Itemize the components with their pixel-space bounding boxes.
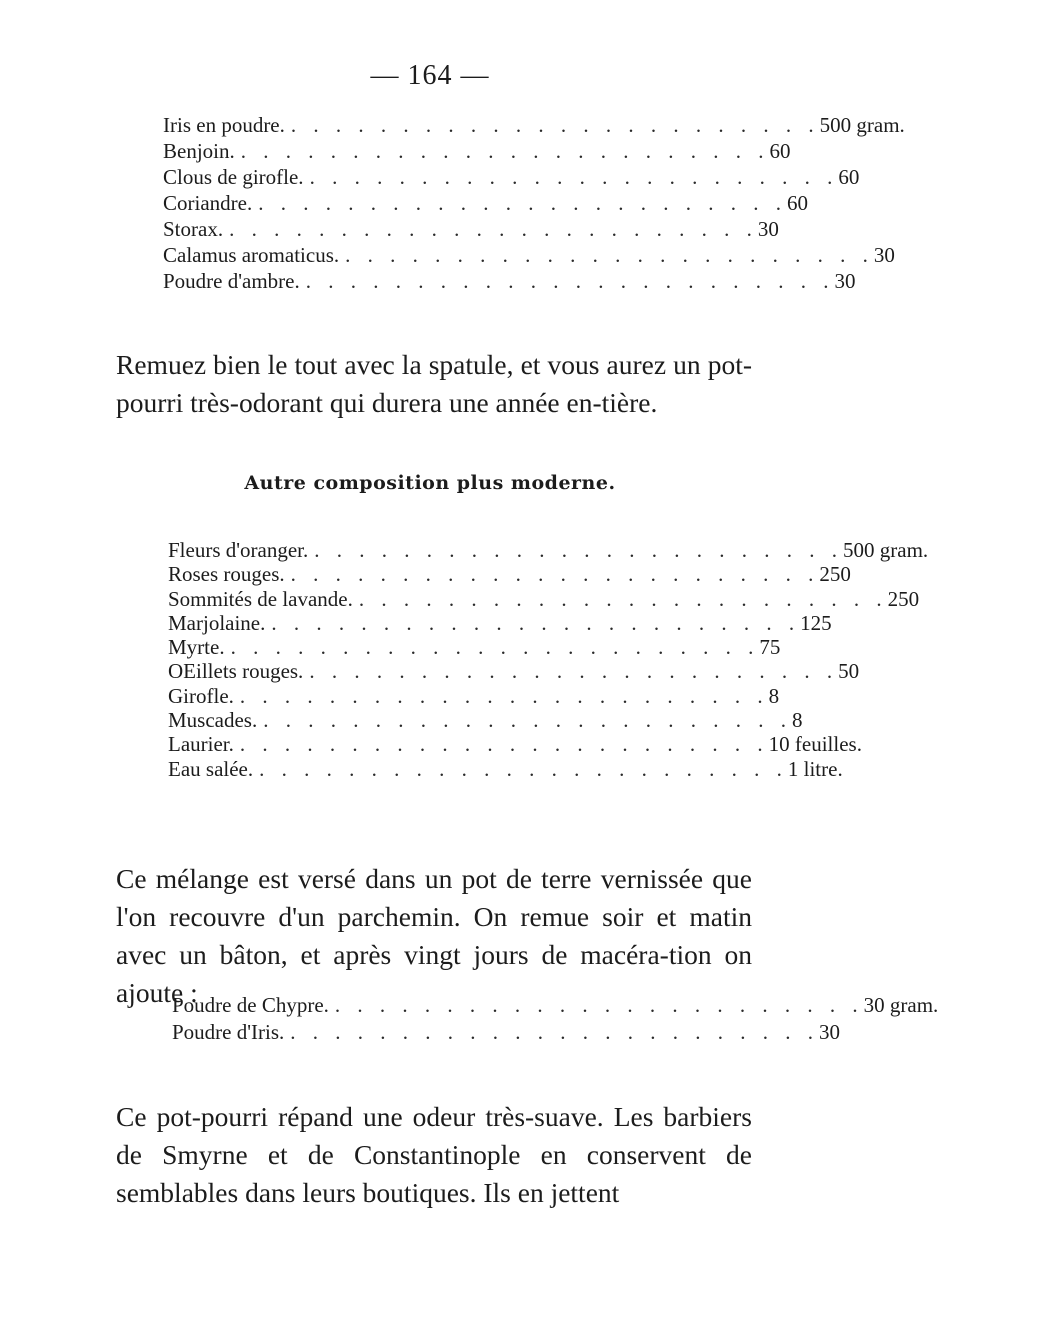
ingredient-name: OEillets rouges. (168, 659, 304, 684)
list-item (168, 756, 843, 781)
ingredient-name: Myrte. (168, 635, 225, 660)
ingredient-name: Poudre d'Iris. (172, 1020, 285, 1044)
ingredient-qty: 500 gram. (819, 113, 905, 137)
leader-dots: . . . . . . . . . . . . . . . . . . . . . . . . (334, 993, 864, 1017)
ingredient-qty: 60 (838, 165, 860, 189)
ingredient-name: Benjoin. (163, 139, 235, 163)
paragraph-instructions: Remuez bien le tout avec la spatule, et vous aurez un pot-pourri très-odorant qui durera une année en-tière. (116, 348, 752, 418)
leader-dots: . . . . . . . . . . . . . . . . . . . . . . . . (290, 1020, 820, 1044)
ingredient-qty: 250 (887, 586, 920, 611)
ingredient-list-3 (172, 992, 939, 1046)
ingredient-list-1 (163, 112, 905, 294)
leader-dots: . . . . . . . . . . . . . . . . . . . . . . . . (240, 139, 770, 163)
list-item (163, 216, 779, 242)
ingredient-qty: 8 (768, 683, 780, 708)
ingredient-name: Poudre de Chypre. (172, 993, 329, 1017)
ingredient-name: Clous de girofle. (163, 165, 304, 189)
section-heading: Autre composition plus moderne. (244, 472, 616, 494)
leader-dots: . . . . . . . . . . . . . . . . . . . . . . . . (305, 269, 835, 293)
ingredient-qty: 60 (769, 139, 791, 163)
list-item (168, 610, 832, 635)
list-item (168, 707, 803, 733)
ingredient-qty: 30 (873, 243, 895, 267)
ingredient-qty: 250 (819, 562, 851, 587)
leader-dots: . . . . . . . . . . . . . . . . . . . . . . . . (290, 113, 820, 137)
ingredient-name: Storax. (163, 217, 224, 241)
ingredient-qty: 10 feuilles. (768, 732, 862, 757)
leader-dots: . . . . . . . . . . . . . . . . . . . . . . . . (263, 708, 792, 733)
paragraph-preparation: Ce mélange est versé dans un pot de terre vernissée que l'on recouvre d'un parchemin. On remue soir et matin avec un bâton, et après vingt jours de macéra-tion on ajoute : (116, 862, 752, 1008)
ingredient-qty: 500 gram. (843, 538, 929, 562)
ingredient-qty: 30 (834, 269, 856, 293)
list-item (163, 268, 856, 294)
ingredient-name: Calamus aromaticus. (163, 243, 340, 267)
ingredient-name: Coriandre. (163, 191, 253, 215)
leader-dots: . . . . . . . . . . . . . . . . . . . . . . . . (259, 756, 788, 781)
list-item (168, 658, 860, 684)
ingredient-qty: 60 (786, 191, 808, 215)
ingredient-qty: 30 (757, 217, 779, 241)
leader-dots: . . . . . . . . . . . . . . . . . . . . . . . . (309, 659, 839, 684)
leader-dots: . . . . . . . . . . . . . . . . . . . . . . . . (309, 165, 839, 189)
list-item (168, 634, 781, 660)
leader-dots: . . . . . . . . . . . . . . . . . . . . . . . . (230, 635, 760, 660)
ingredient-name: Eau salée. (168, 756, 254, 781)
ingredient-name: Roses rouges. (168, 562, 285, 587)
list-item (168, 561, 851, 587)
leader-dots: . . . . . . . . . . . . . . . . . . . . . . . . (290, 562, 820, 587)
ingredient-name: Sommités de lavande. (168, 586, 353, 611)
leader-dots: . . . . . . . . . . . . . . . . . . . . . . . . (258, 191, 787, 215)
leader-dots: . . . . . . . . . . . . . . . . . . . . . . . . (271, 610, 801, 635)
ingredient-name: Iris en poudre. (163, 113, 285, 137)
ingredient-qty: 8 (791, 708, 803, 733)
ingredient-qty: 50 (838, 659, 860, 684)
list-item (168, 537, 929, 562)
list-item (172, 992, 939, 1019)
ingredient-name: Poudre d'ambre. (163, 269, 300, 293)
list-item (168, 683, 780, 708)
paragraph-closing: Ce pot-pourri répand une odeur très-suave. Les barbiers de Smyrne et de Constantinople en conservent de semblables dans leurs boutiques. Ils en jettent (116, 1100, 752, 1208)
ingredient-qty: 125 (800, 610, 832, 635)
ingredient-qty: 75 (759, 635, 781, 660)
leader-dots: . . . . . . . . . . . . . . . . . . . . . . . . (229, 217, 758, 241)
list-item (163, 112, 905, 138)
list-item (168, 731, 862, 757)
ingredient-name: Fleurs d'oranger. (168, 538, 309, 562)
leader-dots: . . . . . . . . . . . . . . . . . . . . . . . . (239, 732, 769, 757)
list-item (163, 190, 808, 216)
list-item (163, 164, 860, 190)
ingredient-qty: 1 litre. (787, 756, 843, 781)
leader-dots: . . . . . . . . . . . . . . . . . . . . . . . . (314, 538, 844, 562)
ingredient-name: Girofle. (168, 683, 234, 708)
ingredient-qty: 30 gram. (863, 993, 939, 1017)
ingredient-qty: 30 (819, 1020, 841, 1044)
list-item (163, 242, 895, 268)
list-item (168, 586, 920, 611)
page-number: — 164 — (370, 60, 490, 91)
leader-dots: . . . . . . . . . . . . . . . . . . . . . . . . (358, 586, 888, 611)
ingredient-name: Muscades. (168, 708, 258, 733)
list-item (172, 1019, 841, 1046)
ingredient-name: Marjolaine. (168, 610, 266, 635)
ingredient-name: Laurier. (168, 732, 234, 757)
list-item (163, 138, 791, 164)
leader-dots: . . . . . . . . . . . . . . . . . . . . . . . . (239, 683, 769, 708)
leader-dots: . . . . . . . . . . . . . . . . . . . . . . . . (345, 243, 874, 267)
ingredient-list-2 (168, 537, 929, 781)
